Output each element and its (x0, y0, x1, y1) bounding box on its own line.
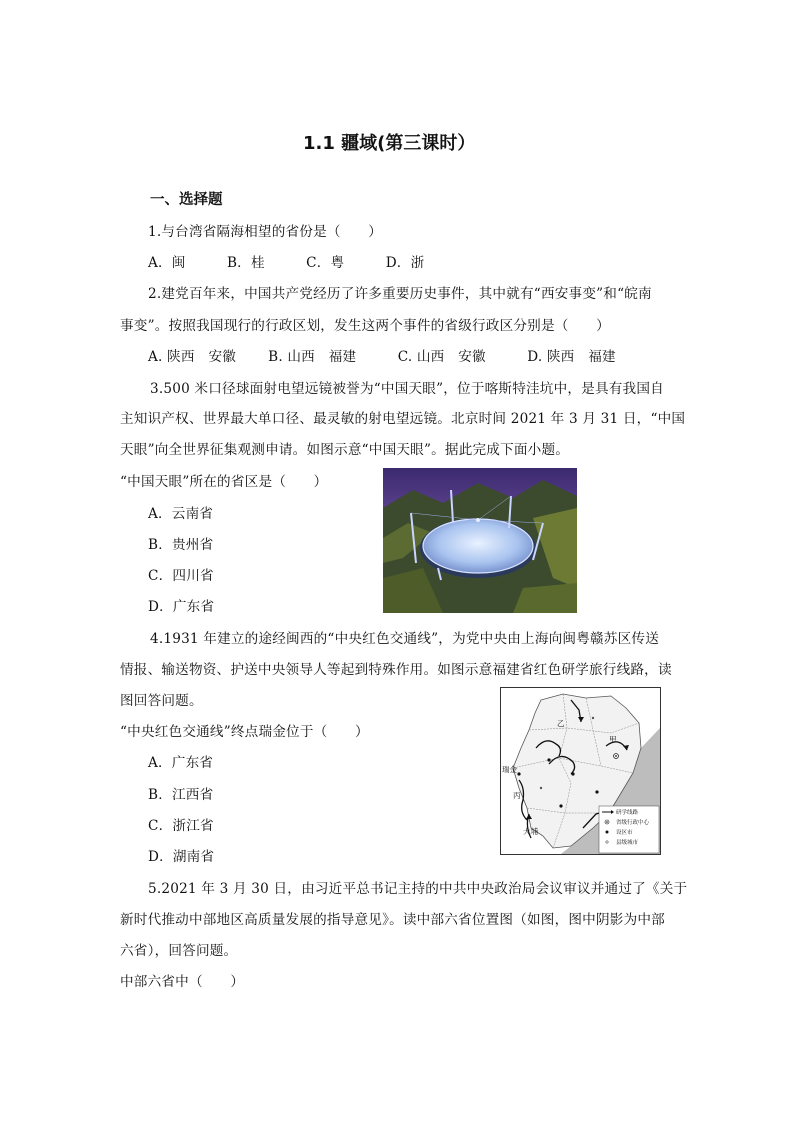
legend-provincial-center: 省级行政中心 (616, 820, 650, 826)
question-2-stem-line1: 2.建党百年来，中国共产党经历了许多重要历史事件，其中就有“西安事变”和“皖南 (148, 286, 652, 302)
question-2-stem-line2: 事变”。按照我国现行的行政区划，发生这两个事件的省级行政区分别是（ ） (120, 318, 610, 334)
question-1-stem: 1.与台湾省隔海相望的省份是（ ） (148, 224, 383, 240)
question-3-stem-line2: 主知识产权、世界最大单口径、最灵敏的射电望远镜。北京时间 2021 年 3 月 31 日，“中国 (120, 411, 686, 427)
question-4-stem-line2: 情报、输送物资、护送中央领导人等起到特殊作用。如图示意福建省红色研学旅行线路，读 (120, 662, 672, 678)
map-label-bing: 丙 (513, 791, 521, 800)
question-4-subquestion: “中央红色交通线”终点瑞金位于（ ） (120, 724, 369, 740)
fujian-route-map (500, 687, 661, 855)
section-heading: 一、选择题 (150, 192, 223, 208)
question-4-option-c: C．浙江省 (148, 818, 214, 834)
map-label-dabu: 大埔 (523, 827, 538, 836)
question-4-option-a: A．广东省 (148, 755, 214, 771)
question-5-stem-line3: 六省），回答问题。 (120, 943, 238, 959)
question-3-option-c: C．四川省 (148, 568, 214, 584)
question-4-stem-line3: 图回答问题。 (120, 693, 203, 709)
legend-county-city: 县级城市 (616, 840, 639, 846)
question-5-stem-line1: 5.2021 年 3 月 30 日，由习近平总书记主持的中共中央政治局会议审议并通过了《关于 (148, 881, 688, 897)
question-3-stem-line1: 3.500 米口径球面射电望远镜被誉为“中国天眼”，位于喀斯特洼坑中，是具有我国自 (150, 381, 664, 397)
map-label-ruijin: 瑞金 (502, 765, 517, 774)
question-5-stem-line2: 新时代推动中部地区高质量发展的指导意见》。读中部六省位置图（如图，图中阴影为中部 (120, 912, 665, 928)
question-3-option-a: A．云南省 (148, 506, 214, 522)
question-3-option-b: B．贵州省 (148, 537, 214, 553)
map-label-yi: 乙 (557, 719, 565, 728)
question-1-options: A．闽 B．桂 C．粤 D．浙 (148, 255, 425, 271)
map-label-jia: 甲 (609, 735, 617, 744)
question-3-subquestion: “中国天眼”所在的省区是（ ） (120, 474, 328, 490)
question-5-subquestion: 中部六省中（ ） (120, 974, 245, 990)
question-3-option-d: D．广东省 (148, 599, 215, 615)
legend-district-city: 设区市 (616, 830, 633, 836)
question-2-options: A. 陕西 安徽 B. 山西 福建 C. 山西 安徽 D. 陕西 福建 (148, 349, 616, 365)
fast-telescope-photo (383, 468, 577, 613)
page-title: 1.1 疆域(第三课时） (303, 133, 476, 154)
question-3-stem-line3: 天眼”向全世界征集观测申请。如图示意“中国天眼”。据此完成下面小题。 (120, 442, 570, 458)
question-4-option-d: D．湖南省 (148, 849, 215, 865)
question-4-option-b: B．江西省 (148, 787, 214, 803)
legend-route: 研学线路 (616, 810, 639, 816)
question-4-stem-line1: 4.1931 年建立的途经闽西的“中央红色交通线”，为党中央由上海向闽粤赣苏区传送 (150, 631, 659, 647)
